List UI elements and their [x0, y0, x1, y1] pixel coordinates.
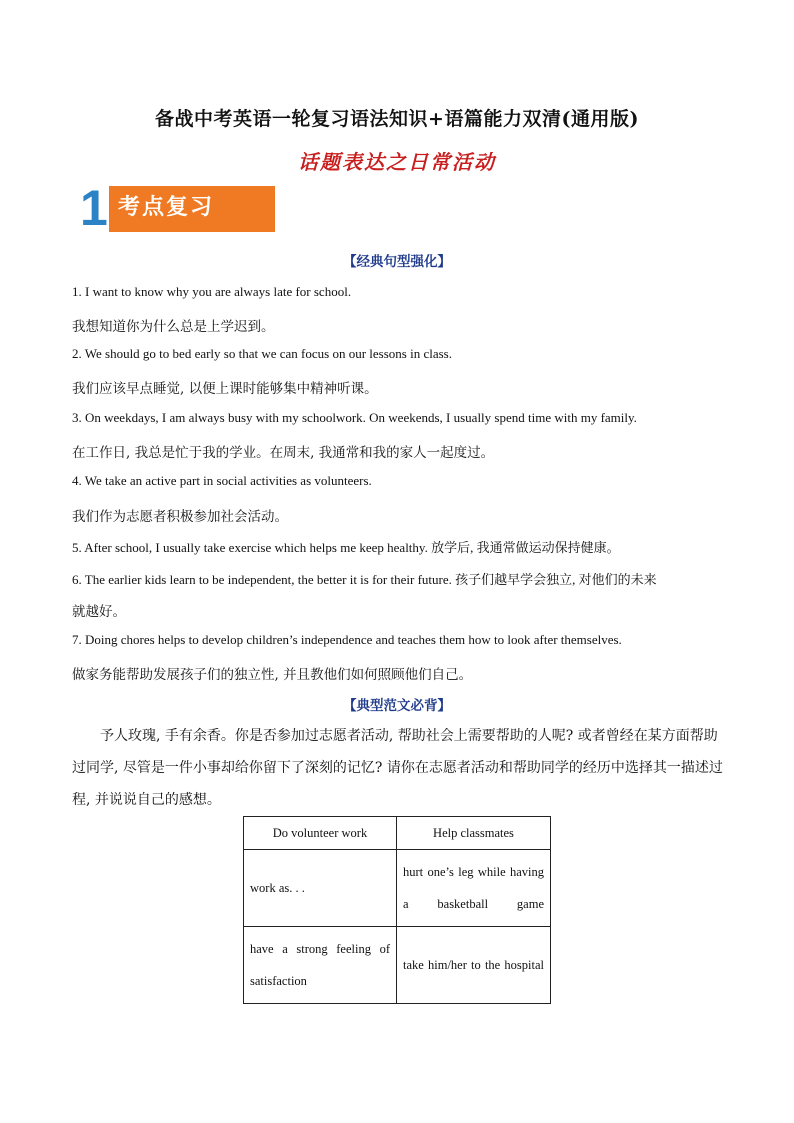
table-header-row	[244, 817, 551, 850]
sentence-4-cn: 我们作为志愿者积极参加社会活动。	[72, 509, 288, 525]
sentence-2-en: 2. We should go to bed early so that we can focus on our lessons in class.	[72, 346, 452, 361]
table-header-cell: Do volunteer work	[244, 817, 397, 850]
table-cell: take him/her to the hospital	[397, 927, 551, 1004]
table-cell: hurt one’s leg while having a basketball game	[397, 850, 551, 927]
section-label: 考点复习	[118, 194, 215, 220]
section-number: 1	[80, 180, 108, 236]
sentence-1-en: 1. I want to know why you are always late for school.	[72, 284, 352, 299]
sentence-7-en: 7. Doing chores helps to develop children’s independence and teaches them how to look after themselves.	[72, 632, 622, 647]
sentence-3-cn: 在工作日, 我总是忙于我的学业。在周末, 我通常和我的家人一起度过。	[72, 445, 495, 461]
sentence-2-cn: 我们应该早点睡觉, 以便上课时能够集中精神听课。	[72, 381, 378, 397]
sentence-5: 5. After school, I usually take exercise which helps me keep healthy. 放学后, 我通常做运动保持健康。	[72, 540, 620, 555]
writing-prompt: 予人玫瑰, 手有余香。你是否参加过志愿者活动, 帮助社会上需要帮助的人呢? 或者曾经在某方面帮助过同学, 尽管是一件小事却给你留下了深刻的记忆? 请你在志愿者活动和帮助同学的经历中选择其一描述过程, 并说说自己的感想。	[72, 728, 723, 808]
sentence-6-line-2: 就越好。	[72, 604, 126, 620]
sentence-7-cn: 做家务能帮助发展孩子们的独立性, 并且教他们如何照顾他们自己。	[72, 667, 473, 683]
sentence-1-cn: 我想知道你为什么总是上学迟到。	[72, 319, 275, 335]
outline-table	[243, 816, 551, 1004]
table-cell: have a strong feeling of satisfaction	[244, 927, 397, 1004]
table-row	[244, 850, 551, 927]
sentence-3-en: 3. On weekdays, I am always busy with my schoolwork. On weekends, I usually spend time with my family.	[72, 410, 637, 425]
table-header-cell: Help classmates	[397, 817, 551, 850]
classic-sentences-heading: 【经典句型强化】	[343, 254, 451, 270]
table-row	[244, 927, 551, 1004]
model-essay-heading: 【典型范文必背】	[343, 698, 451, 714]
document-title: 备战中考英语一轮复习语法知识+语篇能力双清(通用版)	[155, 108, 639, 130]
sentence-4-en: 4. We take an active part in social activities as volunteers.	[72, 473, 372, 488]
table-cell: work as. . .	[244, 850, 397, 927]
document-subtitle: 话题表达之日常活动	[298, 150, 496, 174]
sentence-6-line-1: 6. The earlier kids learn to be independent, the better it is for their future. 孩子们越早学会独立, 对他们的未来	[72, 572, 657, 587]
